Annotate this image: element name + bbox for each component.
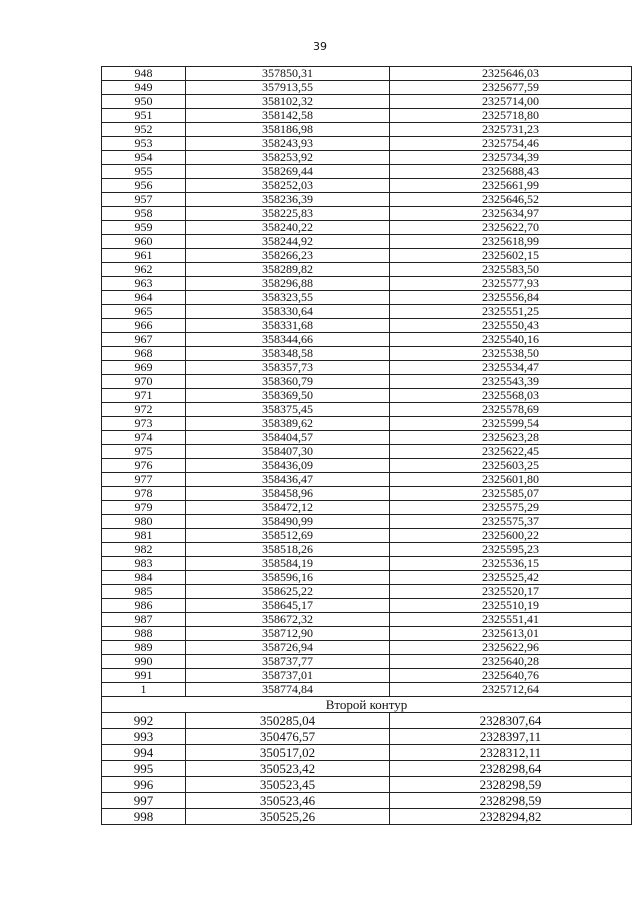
point-number-cell: 959 [102, 221, 186, 235]
y-coordinate-cell: 2325578,69 [390, 403, 632, 417]
point-number-cell: 960 [102, 235, 186, 249]
table-row [102, 793, 632, 809]
point-number-cell: 987 [102, 613, 186, 627]
point-number-cell: 984 [102, 571, 186, 585]
x-coordinate-cell: 358407,30 [186, 445, 390, 459]
point-number-cell: 965 [102, 305, 186, 319]
table-row [102, 151, 632, 165]
table-row [102, 669, 632, 683]
x-coordinate-cell: 358472,12 [186, 501, 390, 515]
y-coordinate-cell: 2325661,99 [390, 179, 632, 193]
table-row [102, 487, 632, 501]
point-number-cell: 967 [102, 333, 186, 347]
x-coordinate-cell: 358269,44 [186, 165, 390, 179]
point-number-cell: 948 [102, 67, 186, 81]
table-row [102, 431, 632, 445]
y-coordinate-cell: 2325538,50 [390, 347, 632, 361]
point-number-cell: 977 [102, 473, 186, 487]
point-number-cell: 993 [102, 729, 186, 745]
x-coordinate-cell: 358357,73 [186, 361, 390, 375]
point-number-cell: 950 [102, 95, 186, 109]
point-number-cell: 956 [102, 179, 186, 193]
y-coordinate-cell: 2325640,28 [390, 655, 632, 669]
y-coordinate-cell: 2325754,46 [390, 137, 632, 151]
point-number-cell: 995 [102, 761, 186, 777]
point-number-cell: 996 [102, 777, 186, 793]
x-coordinate-cell: 358289,82 [186, 263, 390, 277]
y-coordinate-cell: 2325575,37 [390, 515, 632, 529]
x-coordinate-cell: 350523,42 [186, 761, 390, 777]
y-coordinate-cell: 2325536,15 [390, 557, 632, 571]
x-coordinate-cell: 358225,83 [186, 207, 390, 221]
point-number-cell: 957 [102, 193, 186, 207]
table-row [102, 515, 632, 529]
x-coordinate-cell: 358252,03 [186, 179, 390, 193]
table-row [102, 683, 632, 697]
x-coordinate-cell: 358236,39 [186, 193, 390, 207]
point-number-cell: 976 [102, 459, 186, 473]
y-coordinate-cell: 2325543,39 [390, 375, 632, 389]
x-coordinate-cell: 358625,22 [186, 585, 390, 599]
x-coordinate-cell: 357850,31 [186, 67, 390, 81]
table-row [102, 713, 632, 729]
table-row [102, 627, 632, 641]
y-coordinate-cell: 2325583,50 [390, 263, 632, 277]
x-coordinate-cell: 350523,46 [186, 793, 390, 809]
y-coordinate-cell: 2328298,64 [390, 761, 632, 777]
table-row [102, 445, 632, 459]
y-coordinate-cell: 2328298,59 [390, 777, 632, 793]
x-coordinate-cell: 358645,17 [186, 599, 390, 613]
table-row [102, 137, 632, 151]
y-coordinate-cell: 2325600,22 [390, 529, 632, 543]
y-coordinate-cell: 2325575,29 [390, 501, 632, 515]
x-coordinate-cell: 358436,47 [186, 473, 390, 487]
contour-one-body [102, 67, 632, 697]
page-number: 39 [313, 40, 327, 53]
x-coordinate-cell: 358296,88 [186, 277, 390, 291]
table-row [102, 207, 632, 221]
y-coordinate-cell: 2328307,64 [390, 713, 632, 729]
x-coordinate-cell: 358584,19 [186, 557, 390, 571]
y-coordinate-cell: 2325525,42 [390, 571, 632, 585]
x-coordinate-cell: 350525,26 [186, 809, 390, 825]
y-coordinate-cell: 2325603,25 [390, 459, 632, 473]
coordinates-table-wrapper [101, 66, 631, 825]
y-coordinate-cell: 2325585,07 [390, 487, 632, 501]
x-coordinate-cell: 358244,92 [186, 235, 390, 249]
x-coordinate-cell: 358737,77 [186, 655, 390, 669]
y-coordinate-cell: 2325714,00 [390, 95, 632, 109]
point-number-cell: 964 [102, 291, 186, 305]
x-coordinate-cell: 358243,93 [186, 137, 390, 151]
table-row [102, 249, 632, 263]
table-row [102, 777, 632, 793]
x-coordinate-cell: 358596,16 [186, 571, 390, 585]
y-coordinate-cell: 2325599,54 [390, 417, 632, 431]
x-coordinate-cell: 358102,32 [186, 95, 390, 109]
y-coordinate-cell: 2328294,82 [390, 809, 632, 825]
y-coordinate-cell: 2325731,23 [390, 123, 632, 137]
table-row [102, 277, 632, 291]
y-coordinate-cell: 2325550,43 [390, 319, 632, 333]
x-coordinate-cell: 358186,98 [186, 123, 390, 137]
point-number-cell: 954 [102, 151, 186, 165]
x-coordinate-cell: 358389,62 [186, 417, 390, 431]
x-coordinate-cell: 358331,68 [186, 319, 390, 333]
point-number-cell: 972 [102, 403, 186, 417]
x-coordinate-cell: 358512,69 [186, 529, 390, 543]
y-coordinate-cell: 2325601,80 [390, 473, 632, 487]
table-row [102, 291, 632, 305]
point-number-cell: 980 [102, 515, 186, 529]
y-coordinate-cell: 2328312,11 [390, 745, 632, 761]
table-row [102, 473, 632, 487]
x-coordinate-cell: 350517,02 [186, 745, 390, 761]
y-coordinate-cell: 2325646,52 [390, 193, 632, 207]
point-number-cell: 958 [102, 207, 186, 221]
y-coordinate-cell: 2325540,16 [390, 333, 632, 347]
table-row [102, 109, 632, 123]
point-number-cell: 997 [102, 793, 186, 809]
table-row [102, 319, 632, 333]
table-row [102, 305, 632, 319]
x-coordinate-cell: 358490,99 [186, 515, 390, 529]
table-row [102, 179, 632, 193]
y-coordinate-cell: 2325556,84 [390, 291, 632, 305]
section-header-body [102, 697, 632, 713]
x-coordinate-cell: 358712,90 [186, 627, 390, 641]
point-number-cell: 968 [102, 347, 186, 361]
point-number-cell: 969 [102, 361, 186, 375]
point-number-cell: 974 [102, 431, 186, 445]
x-coordinate-cell: 358404,57 [186, 431, 390, 445]
point-number-cell: 983 [102, 557, 186, 571]
table-row [102, 459, 632, 473]
table-row [102, 263, 632, 277]
table-row [102, 501, 632, 515]
table-row [102, 571, 632, 585]
table-row [102, 543, 632, 557]
y-coordinate-cell: 2325623,28 [390, 431, 632, 445]
y-coordinate-cell: 2325602,15 [390, 249, 632, 263]
y-coordinate-cell: 2325646,03 [390, 67, 632, 81]
y-coordinate-cell: 2325551,41 [390, 613, 632, 627]
table-row [102, 613, 632, 627]
x-coordinate-cell: 358672,32 [186, 613, 390, 627]
table-row [102, 235, 632, 249]
y-coordinate-cell: 2325618,99 [390, 235, 632, 249]
table-row [102, 729, 632, 745]
point-number-cell: 989 [102, 641, 186, 655]
table-row [102, 745, 632, 761]
point-number-cell: 966 [102, 319, 186, 333]
y-coordinate-cell: 2325551,25 [390, 305, 632, 319]
table-row [102, 375, 632, 389]
y-coordinate-cell: 2325613,01 [390, 627, 632, 641]
point-number-cell: 998 [102, 809, 186, 825]
x-coordinate-cell: 358266,23 [186, 249, 390, 263]
x-coordinate-cell: 358142,58 [186, 109, 390, 123]
table-row [102, 67, 632, 81]
x-coordinate-cell: 350476,57 [186, 729, 390, 745]
table-row [102, 165, 632, 179]
table-row [102, 361, 632, 375]
x-coordinate-cell: 358774,84 [186, 683, 390, 697]
x-coordinate-cell: 358436,09 [186, 459, 390, 473]
x-coordinate-cell: 358253,92 [186, 151, 390, 165]
y-coordinate-cell: 2325520,17 [390, 585, 632, 599]
y-coordinate-cell: 2325634,97 [390, 207, 632, 221]
point-number-cell: 978 [102, 487, 186, 501]
table-row [102, 193, 632, 207]
y-coordinate-cell: 2325712,64 [390, 683, 632, 697]
table-row [102, 809, 632, 825]
y-coordinate-cell: 2325577,93 [390, 277, 632, 291]
point-number-cell: 963 [102, 277, 186, 291]
point-number-cell: 970 [102, 375, 186, 389]
table-row [102, 389, 632, 403]
point-number-cell: 962 [102, 263, 186, 277]
y-coordinate-cell: 2325622,45 [390, 445, 632, 459]
table-row [102, 585, 632, 599]
y-coordinate-cell: 2325734,39 [390, 151, 632, 165]
contour-two-body [102, 713, 632, 825]
y-coordinate-cell: 2325622,96 [390, 641, 632, 655]
table-row [102, 221, 632, 235]
y-coordinate-cell: 2325622,70 [390, 221, 632, 235]
table-row [102, 417, 632, 431]
point-number-cell: 951 [102, 109, 186, 123]
table-row [102, 347, 632, 361]
point-number-cell: 982 [102, 543, 186, 557]
point-number-cell: 1 [102, 683, 186, 697]
y-coordinate-cell: 2325677,59 [390, 81, 632, 95]
y-coordinate-cell: 2325595,23 [390, 543, 632, 557]
point-number-cell: 979 [102, 501, 186, 515]
table-row [102, 529, 632, 543]
x-coordinate-cell: 358726,94 [186, 641, 390, 655]
table-row [102, 333, 632, 347]
x-coordinate-cell: 357913,55 [186, 81, 390, 95]
y-coordinate-cell: 2325534,47 [390, 361, 632, 375]
point-number-cell: 961 [102, 249, 186, 263]
point-number-cell: 992 [102, 713, 186, 729]
x-coordinate-cell: 358240,22 [186, 221, 390, 235]
section-title: Второй контур [102, 697, 632, 713]
x-coordinate-cell: 358737,01 [186, 669, 390, 683]
x-coordinate-cell: 358348,58 [186, 347, 390, 361]
coordinates-table [101, 66, 632, 825]
y-coordinate-cell: 2325510,19 [390, 599, 632, 613]
y-coordinate-cell: 2325640,76 [390, 669, 632, 683]
x-coordinate-cell: 358344,66 [186, 333, 390, 347]
point-number-cell: 949 [102, 81, 186, 95]
table-row [102, 95, 632, 109]
point-number-cell: 973 [102, 417, 186, 431]
point-number-cell: 988 [102, 627, 186, 641]
point-number-cell: 994 [102, 745, 186, 761]
x-coordinate-cell: 358518,26 [186, 543, 390, 557]
table-row [102, 403, 632, 417]
point-number-cell: 990 [102, 655, 186, 669]
point-number-cell: 985 [102, 585, 186, 599]
table-row [102, 123, 632, 137]
point-number-cell: 986 [102, 599, 186, 613]
y-coordinate-cell: 2325688,43 [390, 165, 632, 179]
point-number-cell: 981 [102, 529, 186, 543]
table-row [102, 761, 632, 777]
x-coordinate-cell: 358375,45 [186, 403, 390, 417]
x-coordinate-cell: 358330,64 [186, 305, 390, 319]
x-coordinate-cell: 358458,96 [186, 487, 390, 501]
point-number-cell: 952 [102, 123, 186, 137]
table-row [102, 655, 632, 669]
table-row [102, 641, 632, 655]
y-coordinate-cell: 2325568,03 [390, 389, 632, 403]
point-number-cell: 955 [102, 165, 186, 179]
y-coordinate-cell: 2328298,59 [390, 793, 632, 809]
x-coordinate-cell: 358360,79 [186, 375, 390, 389]
table-row [102, 599, 632, 613]
x-coordinate-cell: 350523,45 [186, 777, 390, 793]
point-number-cell: 991 [102, 669, 186, 683]
point-number-cell: 971 [102, 389, 186, 403]
x-coordinate-cell: 350285,04 [186, 713, 390, 729]
y-coordinate-cell: 2325718,80 [390, 109, 632, 123]
point-number-cell: 975 [102, 445, 186, 459]
x-coordinate-cell: 358369,50 [186, 389, 390, 403]
point-number-cell: 953 [102, 137, 186, 151]
x-coordinate-cell: 358323,55 [186, 291, 390, 305]
table-row [102, 557, 632, 571]
section-header-row [102, 697, 632, 713]
table-row [102, 81, 632, 95]
y-coordinate-cell: 2328397,11 [390, 729, 632, 745]
